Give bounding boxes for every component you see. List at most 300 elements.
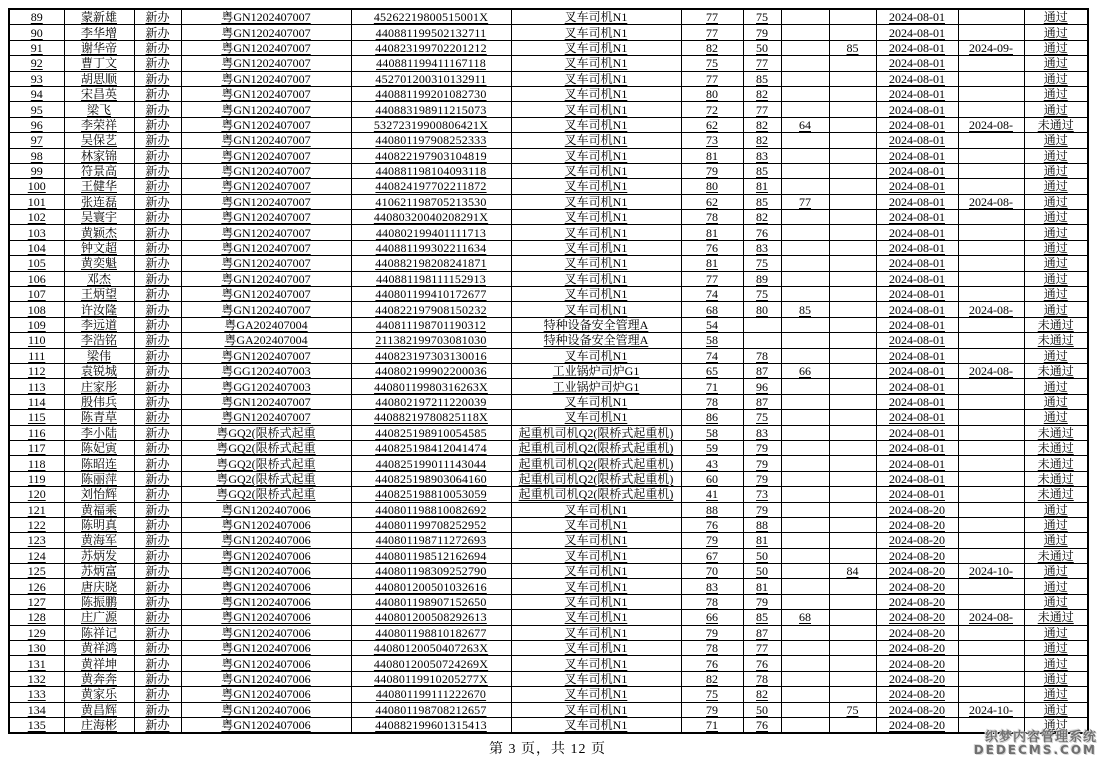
cell-score-2: 75 bbox=[743, 410, 781, 425]
cell-row-number: 111 bbox=[9, 348, 64, 363]
cell-score-4 bbox=[829, 302, 876, 317]
cell-score-4 bbox=[829, 133, 876, 148]
cell-name: 符景高 bbox=[64, 163, 134, 178]
cell-score-2: 78 bbox=[743, 348, 781, 363]
cell-row-number: 103 bbox=[9, 225, 64, 240]
cell-exam-project: 工业锅炉司炉G1 bbox=[511, 379, 681, 394]
cell-row-number: 115 bbox=[9, 410, 64, 425]
cell-score-4 bbox=[829, 594, 876, 609]
cell-row-number: 95 bbox=[9, 102, 64, 117]
cell-result: 通过 bbox=[1024, 194, 1088, 209]
cell-score-4 bbox=[829, 517, 876, 532]
cell-batch-number: 粤GN1202407006 bbox=[181, 548, 351, 563]
cell-row-number: 108 bbox=[9, 302, 64, 317]
cell-exam-date: 2024-08-01 bbox=[876, 133, 958, 148]
cell-score-2: 85 bbox=[743, 71, 781, 86]
cell-score-2: 82 bbox=[743, 210, 781, 225]
cell-score-3 bbox=[781, 240, 829, 255]
cell-row-number: 107 bbox=[9, 287, 64, 302]
cell-exam-project: 叉车司机N1 bbox=[511, 671, 681, 686]
table-row bbox=[9, 117, 1088, 132]
cell-apply-type: 新办 bbox=[134, 348, 181, 363]
cell-result: 未通过 bbox=[1024, 363, 1088, 378]
cell-id-number: 440825198903064160 bbox=[351, 471, 511, 486]
cell-score-3: 66 bbox=[781, 363, 829, 378]
cell-score-1: 73 bbox=[681, 133, 743, 148]
cell-result: 通过 bbox=[1024, 641, 1088, 656]
cell-row-number: 96 bbox=[9, 117, 64, 132]
cell-score-4 bbox=[829, 317, 876, 332]
cell-score-1: 76 bbox=[681, 240, 743, 255]
cell-id-number: 452701200310132911 bbox=[351, 71, 511, 86]
cell-score-1: 78 bbox=[681, 641, 743, 656]
cell-id-number: 440801200501032616 bbox=[351, 579, 511, 594]
cell-exam-project: 起重机司机Q2(限桥式起重机) bbox=[511, 471, 681, 486]
cell-exam-project: 叉车司机N1 bbox=[511, 564, 681, 579]
cell-exam-project: 叉车司机N1 bbox=[511, 179, 681, 194]
cell-name: 黄家乐 bbox=[64, 687, 134, 702]
cell-score-2: 87 bbox=[743, 625, 781, 640]
cell-exam-date: 2024-08-20 bbox=[876, 564, 958, 579]
cell-score-4 bbox=[829, 333, 876, 348]
cell-exam-date: 2024-08-01 bbox=[876, 363, 958, 378]
cell-score-3: 85 bbox=[781, 302, 829, 317]
cell-result: 通过 bbox=[1024, 9, 1088, 25]
cell-score-1: 70 bbox=[681, 564, 743, 579]
cell-row-number: 122 bbox=[9, 517, 64, 532]
cell-batch-number: 粤GN1202407006 bbox=[181, 641, 351, 656]
cell-apply-type: 新办 bbox=[134, 594, 181, 609]
cell-score-2: 78 bbox=[743, 671, 781, 686]
cell-id-number: 53272319900806421X bbox=[351, 117, 511, 132]
cell-name: 陈妃寅 bbox=[64, 440, 134, 455]
cell-row-number: 109 bbox=[9, 317, 64, 332]
cell-batch-number: 粤GG1202407003 bbox=[181, 379, 351, 394]
cell-apply-type: 新办 bbox=[134, 256, 181, 271]
cell-id-number: 44080119910205277X bbox=[351, 671, 511, 686]
cell-id-number: 440823197303130016 bbox=[351, 348, 511, 363]
cell-id-number: 440882199601315413 bbox=[351, 717, 511, 733]
cell-name: 胡思顺 bbox=[64, 71, 134, 86]
cell-retake-date bbox=[958, 102, 1024, 117]
table-row bbox=[9, 25, 1088, 40]
cell-score-3: 64 bbox=[781, 117, 829, 132]
cell-score-1: 67 bbox=[681, 548, 743, 563]
cell-id-number: 440802197211220039 bbox=[351, 394, 511, 409]
cell-score-1: 81 bbox=[681, 225, 743, 240]
cell-exam-project: 叉车司机N1 bbox=[511, 25, 681, 40]
cell-score-2: 87 bbox=[743, 394, 781, 409]
cell-result: 通过 bbox=[1024, 702, 1088, 717]
cell-retake-date: 2024-08- bbox=[958, 194, 1024, 209]
cell-result: 未通过 bbox=[1024, 333, 1088, 348]
cell-batch-number: 粤GN1202407007 bbox=[181, 225, 351, 240]
cell-exam-date: 2024-08-01 bbox=[876, 471, 958, 486]
cell-name: 刘怡辉 bbox=[64, 487, 134, 502]
cell-score-4 bbox=[829, 625, 876, 640]
cell-exam-project: 叉车司机N1 bbox=[511, 348, 681, 363]
cell-score-1: 60 bbox=[681, 471, 743, 486]
table-row bbox=[9, 717, 1088, 733]
cell-score-4 bbox=[829, 363, 876, 378]
cell-result: 通过 bbox=[1024, 671, 1088, 686]
cell-score-1: 79 bbox=[681, 702, 743, 717]
cell-batch-number: 粤GN1202407007 bbox=[181, 287, 351, 302]
cell-apply-type: 新办 bbox=[134, 487, 181, 502]
cell-exam-project: 叉车司机N1 bbox=[511, 579, 681, 594]
cell-result: 通过 bbox=[1024, 287, 1088, 302]
cell-score-4 bbox=[829, 456, 876, 471]
cell-name: 黄祥坤 bbox=[64, 656, 134, 671]
cell-score-2: 50 bbox=[743, 548, 781, 563]
cell-score-3 bbox=[781, 687, 829, 702]
cell-exam-date: 2024-08-20 bbox=[876, 687, 958, 702]
cell-name: 苏炳富 bbox=[64, 564, 134, 579]
cell-batch-number: 粤GQ2(限桥式起重 bbox=[181, 456, 351, 471]
cell-id-number: 440801198810182677 bbox=[351, 625, 511, 640]
cell-retake-date: 2024-10- bbox=[958, 564, 1024, 579]
cell-row-number: 126 bbox=[9, 579, 64, 594]
cell-id-number: 440825198412041474 bbox=[351, 440, 511, 455]
cell-score-1: 78 bbox=[681, 394, 743, 409]
table-row bbox=[9, 610, 1088, 625]
cell-exam-date: 2024-08-20 bbox=[876, 579, 958, 594]
cell-exam-project: 叉车司机N1 bbox=[511, 502, 681, 517]
cell-score-4 bbox=[829, 210, 876, 225]
cell-apply-type: 新办 bbox=[134, 163, 181, 178]
cell-score-3 bbox=[781, 287, 829, 302]
cell-row-number: 100 bbox=[9, 179, 64, 194]
cell-result: 未通过 bbox=[1024, 610, 1088, 625]
cell-retake-date bbox=[958, 86, 1024, 101]
cell-score-1: 80 bbox=[681, 86, 743, 101]
cell-score-1: 62 bbox=[681, 194, 743, 209]
cell-name: 陈青草 bbox=[64, 410, 134, 425]
cell-apply-type: 新办 bbox=[134, 440, 181, 455]
cell-apply-type: 新办 bbox=[134, 564, 181, 579]
cell-id-number: 440823199702201212 bbox=[351, 40, 511, 55]
cell-id-number: 440801198810082692 bbox=[351, 502, 511, 517]
cell-retake-date bbox=[958, 425, 1024, 440]
cell-exam-project: 叉车司机N1 bbox=[511, 71, 681, 86]
cell-exam-date: 2024-08-20 bbox=[876, 625, 958, 640]
cell-exam-project: 叉车司机N1 bbox=[511, 163, 681, 178]
table-row bbox=[9, 687, 1088, 702]
cell-row-number: 125 bbox=[9, 564, 64, 579]
cell-batch-number: 粤GN1202407007 bbox=[181, 210, 351, 225]
table-row bbox=[9, 317, 1088, 332]
cell-score-4 bbox=[829, 163, 876, 178]
cell-apply-type: 新办 bbox=[134, 210, 181, 225]
cell-apply-type: 新办 bbox=[134, 133, 181, 148]
cell-retake-date: 2024-08- bbox=[958, 610, 1024, 625]
cell-score-2: 75 bbox=[743, 287, 781, 302]
cell-id-number: 440881198111152913 bbox=[351, 271, 511, 286]
cell-score-2: 85 bbox=[743, 163, 781, 178]
cell-apply-type: 新办 bbox=[134, 86, 181, 101]
cell-score-3 bbox=[781, 348, 829, 363]
cell-score-2: 85 bbox=[743, 194, 781, 209]
cell-batch-number: 粤GN1202407006 bbox=[181, 533, 351, 548]
cell-result: 通过 bbox=[1024, 40, 1088, 55]
cell-score-2: 77 bbox=[743, 641, 781, 656]
cell-score-3 bbox=[781, 548, 829, 563]
cell-exam-date: 2024-08-01 bbox=[876, 102, 958, 117]
table-row bbox=[9, 225, 1088, 240]
cell-retake-date bbox=[958, 502, 1024, 517]
cell-result: 通过 bbox=[1024, 517, 1088, 532]
cell-score-1: 78 bbox=[681, 594, 743, 609]
cell-result: 通过 bbox=[1024, 625, 1088, 640]
cell-score-1: 58 bbox=[681, 425, 743, 440]
cell-exam-project: 叉车司机N1 bbox=[511, 410, 681, 425]
cell-retake-date bbox=[958, 71, 1024, 86]
cell-score-1: 83 bbox=[681, 579, 743, 594]
cell-id-number: 440801199410172677 bbox=[351, 287, 511, 302]
cell-score-2: 80 bbox=[743, 302, 781, 317]
cell-name: 陈明真 bbox=[64, 517, 134, 532]
cell-batch-number: 粤GN1202407006 bbox=[181, 579, 351, 594]
cell-result: 未通过 bbox=[1024, 471, 1088, 486]
cell-apply-type: 新办 bbox=[134, 225, 181, 240]
cell-row-number: 113 bbox=[9, 379, 64, 394]
cell-score-3 bbox=[781, 517, 829, 532]
cell-score-1: 68 bbox=[681, 302, 743, 317]
cell-id-number: 440802199902200036 bbox=[351, 363, 511, 378]
cell-exam-date: 2024-08-20 bbox=[876, 517, 958, 532]
cell-apply-type: 新办 bbox=[134, 271, 181, 286]
cell-apply-type: 新办 bbox=[134, 240, 181, 255]
cell-score-3 bbox=[781, 456, 829, 471]
table-row bbox=[9, 9, 1088, 25]
cell-score-2: 50 bbox=[743, 40, 781, 55]
cell-row-number: 129 bbox=[9, 625, 64, 640]
cell-score-3 bbox=[781, 625, 829, 640]
cell-result: 未通过 bbox=[1024, 425, 1088, 440]
cell-apply-type: 新办 bbox=[134, 25, 181, 40]
cell-exam-date: 2024-08-01 bbox=[876, 210, 958, 225]
cell-score-2: 77 bbox=[743, 102, 781, 117]
cell-score-1: 76 bbox=[681, 517, 743, 532]
cell-score-3 bbox=[781, 56, 829, 71]
cell-score-3 bbox=[781, 656, 829, 671]
cell-score-3 bbox=[781, 163, 829, 178]
cell-name: 李远道 bbox=[64, 317, 134, 332]
cell-score-2: 79 bbox=[743, 25, 781, 40]
cell-score-2: 79 bbox=[743, 456, 781, 471]
cell-score-1: 81 bbox=[681, 148, 743, 163]
table-row bbox=[9, 656, 1088, 671]
cell-score-1: 54 bbox=[681, 317, 743, 332]
cell-score-3 bbox=[781, 9, 829, 25]
cell-score-2: 88 bbox=[743, 517, 781, 532]
cell-retake-date bbox=[958, 579, 1024, 594]
cell-exam-project: 叉车司机N1 bbox=[511, 40, 681, 55]
watermark-line2: DEDECMS.COM bbox=[973, 743, 1097, 758]
cell-retake-date bbox=[958, 641, 1024, 656]
cell-score-2: 89 bbox=[743, 271, 781, 286]
cell-name: 梁飞 bbox=[64, 102, 134, 117]
cell-name: 陈祥记 bbox=[64, 625, 134, 640]
cell-row-number: 132 bbox=[9, 671, 64, 686]
cell-score-3 bbox=[781, 394, 829, 409]
cell-exam-project: 叉车司机N1 bbox=[511, 717, 681, 733]
dedecms-watermark bbox=[974, 731, 1097, 757]
cell-apply-type: 新办 bbox=[134, 317, 181, 332]
cell-retake-date bbox=[958, 548, 1024, 563]
cell-exam-date: 2024-08-01 bbox=[876, 256, 958, 271]
cell-exam-project: 叉车司机N1 bbox=[511, 656, 681, 671]
cell-exam-date: 2024-08-01 bbox=[876, 71, 958, 86]
cell-score-1: 71 bbox=[681, 379, 743, 394]
cell-apply-type: 新办 bbox=[134, 687, 181, 702]
cell-name: 曹丁文 bbox=[64, 56, 134, 71]
cell-batch-number: 粤GN1202407006 bbox=[181, 717, 351, 733]
cell-exam-date: 2024-08-01 bbox=[876, 333, 958, 348]
cell-batch-number: 粤GN1202407007 bbox=[181, 56, 351, 71]
cell-score-4 bbox=[829, 256, 876, 271]
cell-result: 未通过 bbox=[1024, 317, 1088, 332]
cell-score-4 bbox=[829, 56, 876, 71]
cell-retake-date: 2024-08- bbox=[958, 363, 1024, 378]
cell-score-1: 76 bbox=[681, 656, 743, 671]
cell-retake-date bbox=[958, 148, 1024, 163]
cell-apply-type: 新办 bbox=[134, 410, 181, 425]
cell-score-3 bbox=[781, 40, 829, 55]
cell-batch-number: 粤GA202407004 bbox=[181, 317, 351, 332]
cell-exam-project: 叉车司机N1 bbox=[511, 641, 681, 656]
cell-exam-date: 2024-08-01 bbox=[876, 440, 958, 455]
cell-score-3 bbox=[781, 641, 829, 656]
cell-exam-project: 叉车司机N1 bbox=[511, 702, 681, 717]
cell-result: 通过 bbox=[1024, 163, 1088, 178]
cell-row-number: 131 bbox=[9, 656, 64, 671]
cell-batch-number: 粤GN1202407007 bbox=[181, 194, 351, 209]
table-row bbox=[9, 641, 1088, 656]
cell-apply-type: 新办 bbox=[134, 717, 181, 733]
cell-score-2: 85 bbox=[743, 610, 781, 625]
cell-exam-project: 起重机司机Q2(限桥式起重机) bbox=[511, 456, 681, 471]
table-row bbox=[9, 702, 1088, 717]
cell-name: 王健华 bbox=[64, 179, 134, 194]
cell-row-number: 102 bbox=[9, 210, 64, 225]
cell-score-2: 83 bbox=[743, 240, 781, 255]
cell-result: 通过 bbox=[1024, 502, 1088, 517]
cell-row-number: 114 bbox=[9, 394, 64, 409]
cell-name: 黄奔奔 bbox=[64, 671, 134, 686]
cell-id-number: 440822197903104819 bbox=[351, 148, 511, 163]
cell-retake-date bbox=[958, 348, 1024, 363]
cell-batch-number: 粤GN1202407006 bbox=[181, 687, 351, 702]
cell-exam-project: 叉车司机N1 bbox=[511, 56, 681, 71]
cell-score-4 bbox=[829, 148, 876, 163]
cell-row-number: 133 bbox=[9, 687, 64, 702]
cell-batch-number: 粤GQ2(限桥式起重 bbox=[181, 425, 351, 440]
cell-batch-number: 粤GN1202407007 bbox=[181, 148, 351, 163]
cell-score-3 bbox=[781, 671, 829, 686]
cell-score-2: 82 bbox=[743, 86, 781, 101]
cell-batch-number: 粤GA202407004 bbox=[181, 333, 351, 348]
cell-exam-project: 叉车司机N1 bbox=[511, 86, 681, 101]
cell-exam-date: 2024-08-01 bbox=[876, 302, 958, 317]
cell-result: 通过 bbox=[1024, 179, 1088, 194]
cell-exam-date: 2024-08-01 bbox=[876, 225, 958, 240]
cell-result: 通过 bbox=[1024, 256, 1088, 271]
cell-name: 唐庆晓 bbox=[64, 579, 134, 594]
cell-id-number: 440824197702211872 bbox=[351, 179, 511, 194]
cell-score-4 bbox=[829, 425, 876, 440]
cell-id-number: 440881199201082730 bbox=[351, 86, 511, 101]
cell-batch-number: 粤GN1202407006 bbox=[181, 502, 351, 517]
cell-exam-date: 2024-08-01 bbox=[876, 194, 958, 209]
cell-exam-project: 叉车司机N1 bbox=[511, 256, 681, 271]
cell-row-number: 94 bbox=[9, 86, 64, 101]
cell-score-3 bbox=[781, 271, 829, 286]
cell-score-4 bbox=[829, 410, 876, 425]
cell-retake-date bbox=[958, 594, 1024, 609]
cell-batch-number: 粤GN1202407007 bbox=[181, 86, 351, 101]
cell-id-number: 44088219780825118X bbox=[351, 410, 511, 425]
table-row bbox=[9, 564, 1088, 579]
cell-exam-date: 2024-08-20 bbox=[876, 717, 958, 733]
cell-score-3 bbox=[781, 440, 829, 455]
cell-retake-date bbox=[958, 656, 1024, 671]
cell-result: 通过 bbox=[1024, 86, 1088, 101]
cell-row-number: 119 bbox=[9, 471, 64, 486]
cell-row-number: 90 bbox=[9, 25, 64, 40]
cell-batch-number: 粤GN1202407006 bbox=[181, 656, 351, 671]
cell-row-number: 91 bbox=[9, 40, 64, 55]
cell-result: 通过 bbox=[1024, 394, 1088, 409]
cell-row-number: 117 bbox=[9, 440, 64, 455]
cell-result: 通过 bbox=[1024, 302, 1088, 317]
cell-id-number: 440881199302211634 bbox=[351, 240, 511, 255]
cell-row-number: 98 bbox=[9, 148, 64, 163]
cell-name: 庄海彬 bbox=[64, 717, 134, 733]
cell-exam-project: 叉车司机N1 bbox=[511, 225, 681, 240]
cell-result: 通过 bbox=[1024, 533, 1088, 548]
cell-apply-type: 新办 bbox=[134, 148, 181, 163]
table-row bbox=[9, 287, 1088, 302]
cell-row-number: 127 bbox=[9, 594, 64, 609]
table-row bbox=[9, 625, 1088, 640]
cell-score-1: 66 bbox=[681, 610, 743, 625]
table-row bbox=[9, 548, 1088, 563]
cell-score-1: 80 bbox=[681, 179, 743, 194]
cell-id-number: 410621198705213530 bbox=[351, 194, 511, 209]
cell-exam-date: 2024-08-01 bbox=[876, 25, 958, 40]
cell-row-number: 135 bbox=[9, 717, 64, 733]
cell-apply-type: 新办 bbox=[134, 471, 181, 486]
cell-name: 王炳望 bbox=[64, 287, 134, 302]
cell-score-2: 79 bbox=[743, 502, 781, 517]
cell-score-4 bbox=[829, 379, 876, 394]
table-row bbox=[9, 533, 1088, 548]
cell-result: 通过 bbox=[1024, 71, 1088, 86]
cell-exam-project: 工业锅炉司炉G1 bbox=[511, 363, 681, 378]
cell-score-2: 79 bbox=[743, 471, 781, 486]
cell-score-4 bbox=[829, 102, 876, 117]
cell-exam-date: 2024-08-01 bbox=[876, 348, 958, 363]
cell-id-number: 440801199708252952 bbox=[351, 517, 511, 532]
cell-score-1: 79 bbox=[681, 533, 743, 548]
cell-exam-date: 2024-08-01 bbox=[876, 240, 958, 255]
cell-score-4 bbox=[829, 287, 876, 302]
cell-apply-type: 新办 bbox=[134, 425, 181, 440]
cell-score-3 bbox=[781, 487, 829, 502]
cell-row-number: 106 bbox=[9, 271, 64, 286]
cell-score-1: 77 bbox=[681, 25, 743, 40]
